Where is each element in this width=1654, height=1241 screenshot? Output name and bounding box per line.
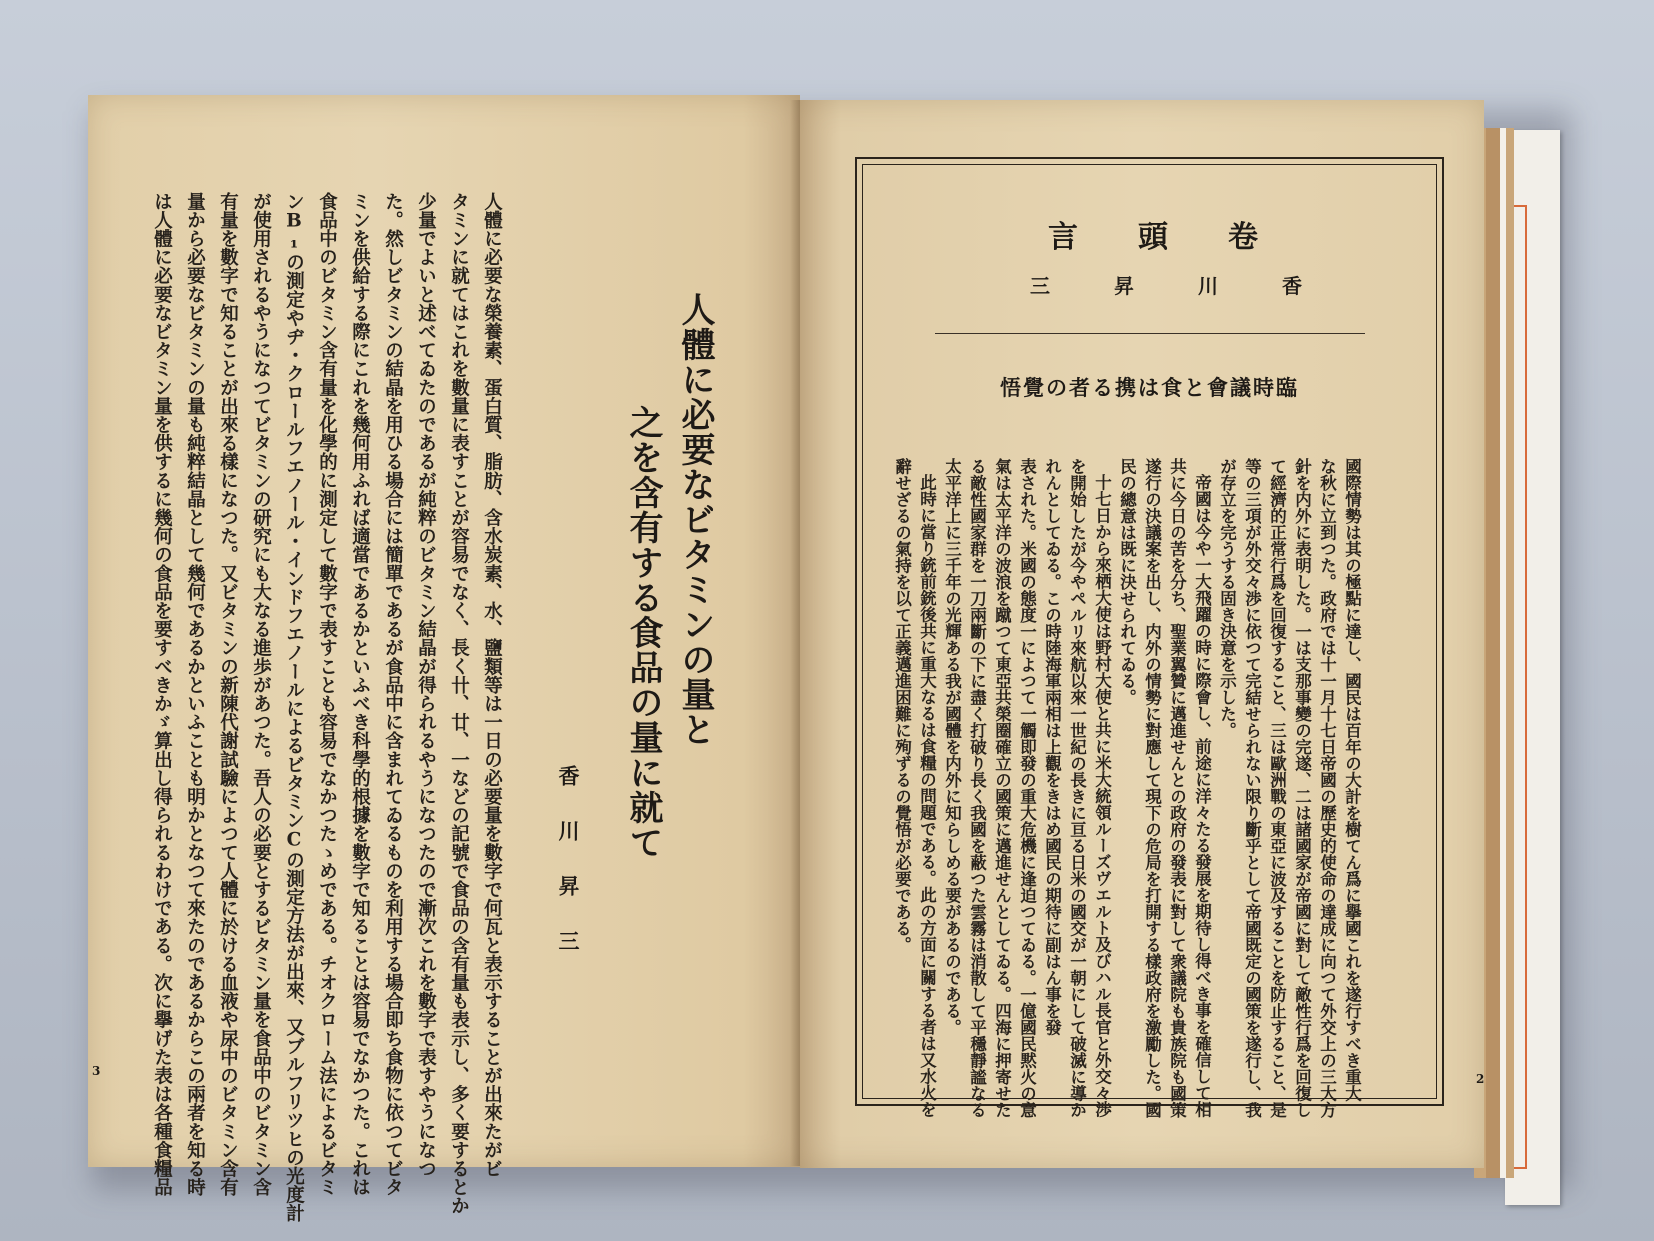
left-body-line: 人體に必要な榮養素、蛋白質、脂肪、含水炭素、水、鹽類等は一日の必要量を數字で何瓦と表示することが出來たがビ <box>481 192 503 1178</box>
left-body-line: 食品中のビタミン含有量を化學的に測定して數字で表すことも容易でなかつたゝめである。チオクローム法によるビタミ <box>316 192 338 1197</box>
left-body-line: ミンを供給する際にこれを幾何用ふれば適當であるかといふべき科學的根據を數字で知ることは容易でなかつた。これは <box>349 192 371 1197</box>
right-body-line: て經濟的正常行爲を回復すること、三は歐洲戰の東亞に波及することを防止すること、是 <box>1267 458 1287 1118</box>
right-body-line: 氣は太平洋の波浪を蹴つて東亞共榮圈確立の國策に邁進せんとしてゐる。四海に押寄せた <box>992 458 1012 1118</box>
left-body-line: 量から必要なビタミンの量も純粹結晶として幾何であるかといふことも明かとなつて來たのであるからこの兩者を知る時 <box>184 192 206 1197</box>
right-body-line: 共に今日の苦を分ち、聖業翼贊に邁進せんとの政府の發表に對して衆議院も貴族院も國策 <box>1167 458 1187 1118</box>
page-number-right: 2 <box>1476 1072 1485 1086</box>
page-edge <box>1500 128 1506 1178</box>
right-body-line: 針を内外に表明した。一は支那事變の完遂、二は諸國家が帝國に對して敵性行爲を回復し <box>1292 458 1312 1118</box>
left-body-line: た。然しビタミンの結晶を用ひる場合には簡單であるが食品中に含まれてゐるものを利用する場合即ち食物に依つてビタ <box>382 192 404 1197</box>
right-body-line: 辭せざるの氣持を以て正義邁進困難に殉ずるの覺悟が必要である。 <box>892 458 912 953</box>
page-number-left: 3 <box>92 1064 101 1078</box>
right-body-line: が存立を完うする固き決意を示した。 <box>1217 458 1237 739</box>
left-body-line: は人體に必要なビタミン量を供するに幾何の食品を要すべきかゞ算出し得られるわけである。次に擧げた表は各種食糧品 <box>151 192 173 1197</box>
article-title-line2: 之を含有する食品の量に就て <box>623 405 663 860</box>
right-body-line: 十七日から來栖大使は野村大使と共に米大統領ルーズヴエルト及びハル長官と外交々渉 <box>1092 474 1112 1118</box>
left-body-line: 少量でよいと述べてゐたのであるが純粹のビタミン結晶が得られるやうになつたので漸次これを數字で表すやうになつ <box>415 192 437 1178</box>
right-body-line: る敵性國家群を一刀兩斷の下に盡く打破り長く我國を蔽つた雲霧は消散して平穩靜謐なる <box>967 458 987 1118</box>
article-title-line1: 人體に必要なビタミンの量と <box>675 292 715 747</box>
editorial-author: 香川昇三 <box>1030 274 1366 298</box>
article-author: 香川昇三 <box>556 765 581 985</box>
right-body-line: を開始したが今やペルリ來航以來一世紀の長きに亘る日米の國交が一朝にして破滅に導か <box>1067 458 1087 1118</box>
editorial-heading: 卷頭言 <box>1048 220 1318 255</box>
editorial-headline: 臨時議會と食は携る者の覺悟 <box>1000 375 1299 400</box>
right-body-line: 遂行の決議案を出し、内外の情勢に對應して現下の危局を打開する樣政府を激勵した。國 <box>1142 458 1162 1118</box>
right-body-line: 國際情勢は其の極點に達し、國民は百年の大計を樹てん爲に擧國これを遂行すべき重大 <box>1342 458 1362 1102</box>
right-body-line: 民の總意は既に決せられてゐる。 <box>1117 458 1137 706</box>
right-body-line: 此時に當り銃前銃後共に重大なるは食糧の問題である。此の方面に關する者は又水火を <box>917 474 937 1118</box>
left-body-line: が使用されるやうになつてビタミンの研究にも大なる進歩があつた。吾人の必要とするビタミン量を食品中のビタミン含 <box>250 192 272 1197</box>
right-body-line: 太平洋上に三千年の光輝ある我が國體を内外に知らしめる要があるのである。 <box>942 458 962 1036</box>
red-border-edge <box>1513 205 1527 1169</box>
heading-rule <box>935 333 1365 334</box>
right-body-line: な秋に立到つた。政府では十一月十七日帝國の歷史的使命の達成に向つて外交上の三大方 <box>1317 458 1337 1118</box>
left-body-line: ンB₁の測定やヂ・クロールフエノール・インドフエノールによるビタミンCの測定方法が出來、又ブルフリツヒの光度計 <box>283 192 305 1223</box>
right-body-line: 等の三項が外交々渉に依つて完結せられない限り斷乎として帝國既定の國策を遂行し、我 <box>1242 458 1262 1118</box>
left-body-line: タミンに就てはこれを數量に表すことが容易でなく、長く卄、廿、一などの記號で食品の含有量も表示し、多く要するとか <box>448 192 470 1215</box>
left-body-line: 有量を數字で知ることが出來る樣になつた。又ビタミンの新陳代謝試驗によつて人體に於ける血液や尿中のビタミン含有 <box>217 192 239 1197</box>
right-body-line: 帝國は今や一大飛躍の時に際會し、前途に洋々たる發展を期待し得べき事を確信して相 <box>1192 474 1212 1118</box>
right-body-line: 表された。米國の態度一によつて一觸即發の重大危機に逢迫つてゐる。一億國民黙火の意 <box>1017 458 1037 1118</box>
right-body-line: れんとしてゐる。この時陸海軍兩相は上觀をきはめ國民の期待に副はん事を發 <box>1042 458 1062 1036</box>
